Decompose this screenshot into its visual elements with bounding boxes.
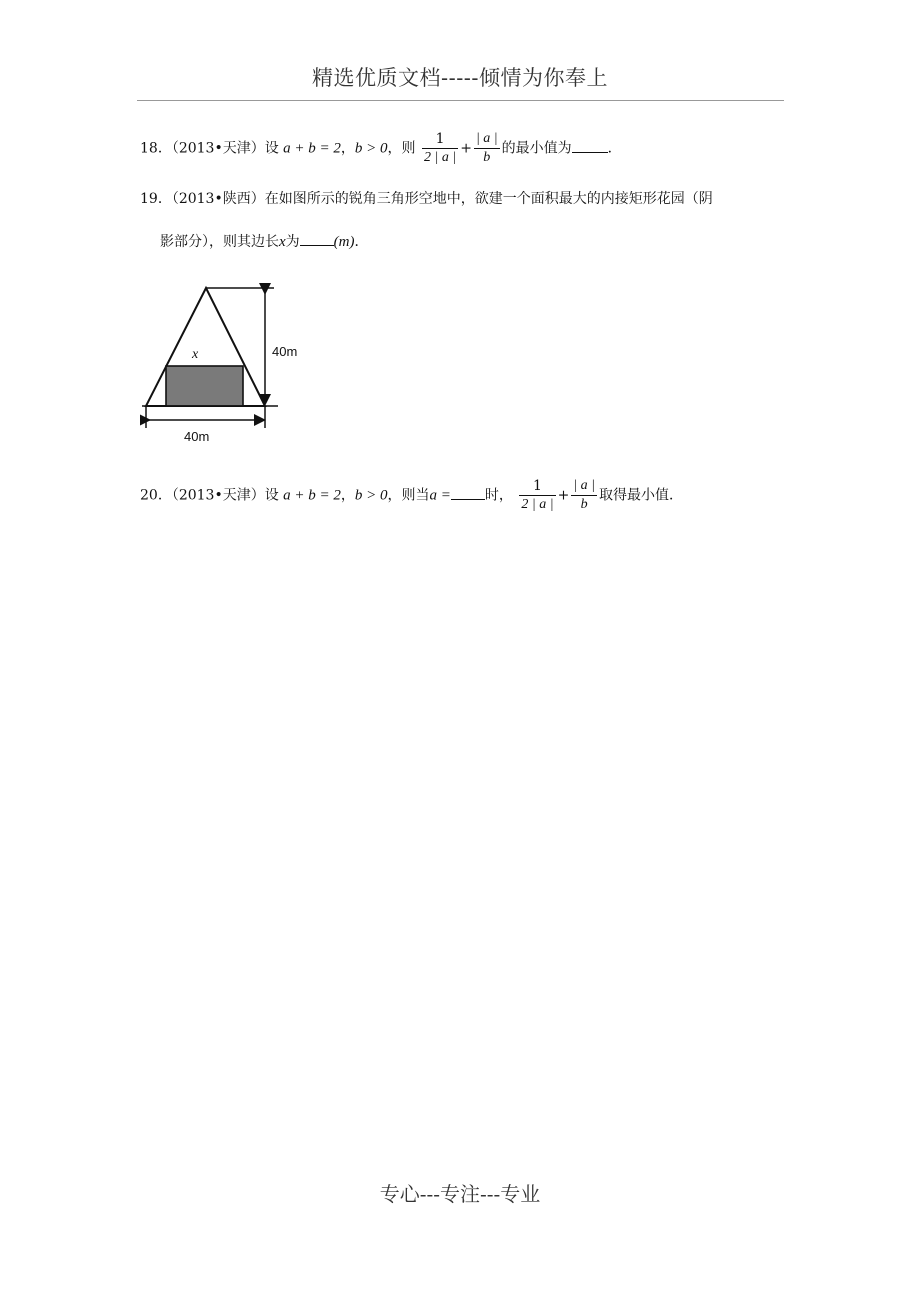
question-text: 为 [285,234,300,250]
question-text: ，则当 [387,487,430,504]
condition: a = [429,487,451,504]
fraction [519,477,555,514]
question-19-continued [160,231,369,252]
triangle-figure [140,282,340,452]
fraction-denominator: b [580,497,588,512]
fraction [422,130,458,167]
question-text: ，则 [387,140,416,157]
question-number: 19． [140,191,172,207]
question-text: 时， [484,487,513,504]
answer-blank[interactable] [451,485,485,500]
unit: (m) [333,234,355,250]
page-footer: 专心---专注---专业 [379,1182,541,1206]
question-number: 20． [140,487,172,504]
condition: a + b = 2 [283,140,341,157]
fraction-denominator: 2 | a | [424,150,457,165]
question-number: 18． [140,140,172,157]
answer-blank[interactable] [300,231,334,246]
fraction-denominator: 2 | a | [521,497,554,512]
question-source: （2013•天津） [171,140,265,157]
page-header: 精选优质文档-----倾情为你奉上 [312,66,608,90]
separator: ， [340,487,355,504]
question-18 [140,130,622,167]
separator: ， [340,140,355,157]
question-text: 影部分），则其边长 [160,234,279,250]
variable: x [279,234,286,250]
plus-sign: + [557,487,570,504]
fraction [474,130,500,167]
question-end: ． [354,234,369,250]
fraction [571,477,597,514]
header-divider [137,100,784,101]
inscribed-rectangle [166,366,243,406]
condition: a + b = 2 [283,487,341,504]
fraction-denominator: b [483,150,491,165]
label-height: 40m [272,344,298,359]
fraction-numerator: 1 [422,130,458,149]
question-text: 设 [264,140,279,157]
condition: b > 0 [354,140,388,157]
label-x: x [192,347,199,362]
question-20 [140,477,683,514]
fraction-numerator: | a | [571,477,597,496]
question-text: 在如图所示的锐角三角形空地中，欲建一个面积最大的内接矩形花园（阴 [264,191,713,207]
fraction-numerator: 1 [519,477,555,496]
plus-sign: + [460,140,472,157]
answer-blank[interactable] [572,138,608,153]
question-source: （2013•陕西） [171,191,265,207]
question-19 [140,189,713,209]
question-text: 设 [264,487,279,504]
label-base: 40m [184,429,210,444]
question-text: 的最小值为 [501,140,572,157]
question-source: （2013•天津） [171,487,265,504]
question-end: ． [607,140,622,157]
question-text: 取得最小值． [599,487,684,504]
fraction-numerator: | a | [474,130,500,149]
condition: b > 0 [354,487,388,504]
